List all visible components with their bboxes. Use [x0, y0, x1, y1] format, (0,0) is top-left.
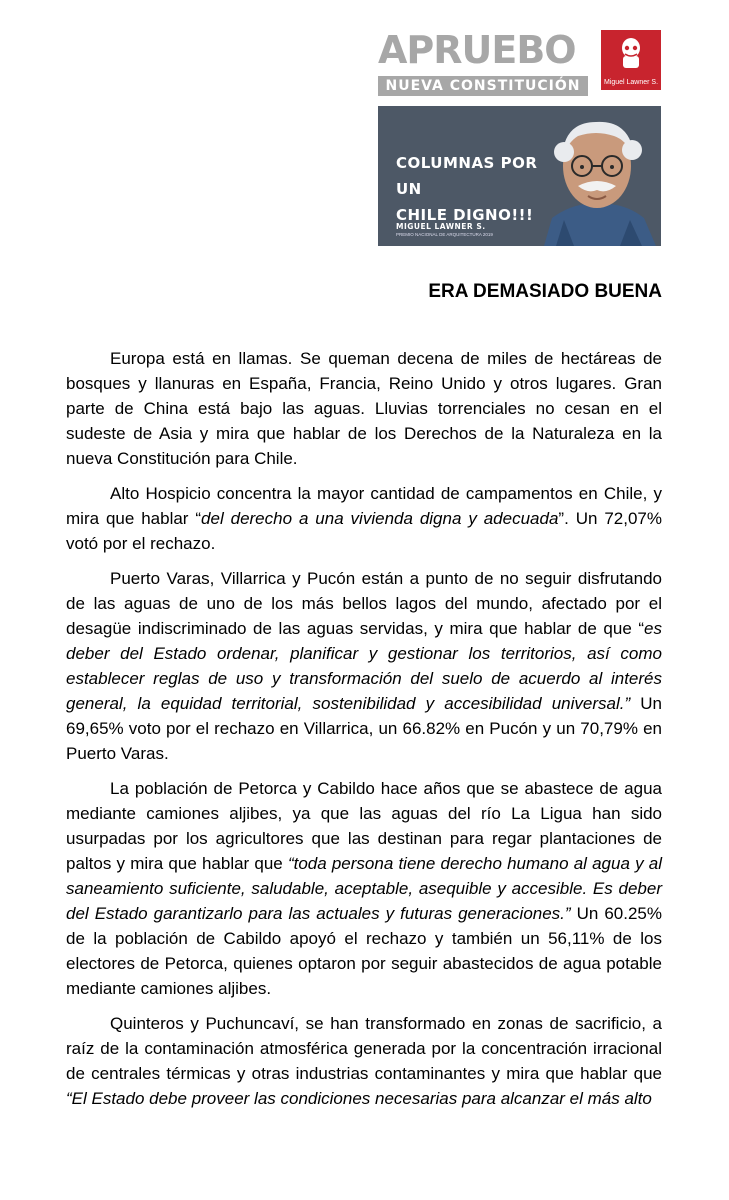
paragraph-5-text-a: Quinteros y Puchuncaví, se han transformado en zonas de sacrificio, a raíz de la contaminación atmosférica generada por la concentración irracional de centrales térmicas y otras industrias contaminantes y mira que hablar que — [66, 1014, 662, 1083]
column-banner — [378, 106, 661, 246]
banner-title-line2: CHILE DIGNO!!! — [396, 206, 534, 224]
paragraph-2-quote: del derecho a una vivienda digna y adecuada — [201, 509, 559, 528]
paragraph-2-text-a: Alto Hospicio concentra la mayor cantidad de campamentos en Chile, y mira que hablar “ — [66, 484, 662, 528]
paragraph-4-quote: “toda persona tiene derecho humano al agua y al saneamiento suficiente, saludable, aceptable, asequible y accesible. Es deber del Estado garantizarlo para las actuales y futuras generaciones.” — [66, 854, 662, 923]
apruebo-logo-word: APRUEBO — [378, 28, 576, 72]
paragraph-3-text-b: Un 69,65% voto por el rechazo en Villarrica, un 66.82% en Pucón y un 70,79% en Puerto Varas. — [66, 694, 662, 763]
paragraph-4-text-a: La población de Petorca y Cabildo hace años que se abastece de agua mediante camiones aljibes, ya que las aguas del río La Ligua han sido usurpadas por los agricultores que las destinan para regar plantaciones de paltos y mira que hablar que — [66, 779, 662, 873]
banner-author-award: PREMIO NACIONAL DE ARQUITECTURA 2019 — [396, 232, 493, 237]
paragraph-5 — [66, 1011, 662, 1111]
banner-author-name: MIGUEL LAWNER S. — [396, 222, 486, 231]
author-badge-label: Miguel Lawner S. — [603, 79, 659, 86]
paragraph-5-quote: “El Estado debe proveer las condiciones necesarias para alcanzar el más alto — [66, 1089, 652, 1108]
paragraph-2 — [66, 481, 662, 556]
banner-title — [396, 150, 546, 228]
paragraph-2-text-b: ”. Un 72,07% votó por el rechazo. — [66, 509, 662, 553]
author-portrait-illustration — [534, 106, 661, 246]
article-body — [66, 346, 662, 1121]
article-title: ERA DEMASIADO BUENA — [428, 281, 662, 302]
banner-title-line1: COLUMNAS POR UN — [396, 154, 538, 198]
paragraph-4 — [66, 776, 662, 1001]
paragraph-3-quote: es deber del Estado ordenar, planificar y gestionar los territorios, así como establecer reglas de uso y transformación del suelo de acuerdo al interés general, la equidad territorial, sostenibilidad y accesibilidad universal.” — [66, 619, 662, 713]
paragraph-3 — [66, 566, 662, 766]
paragraph-1: Europa está en llamas. Se queman decena de miles de hectáreas de bosques y llanuras en España, Francia, Reino Unido y otros lugares. Gran parte de China está bajo las aguas. Lluvias torrenciales no cesan en el sudeste de Asia y mira que hablar de los Derechos de la Naturaleza en la nueva Constitución para Chile. — [66, 349, 662, 468]
document-header — [0, 0, 729, 260]
paragraph-4-text-b: Un 60.25% de la población de Cabildo apoyó el rechazo y también un 56,11% de los electores de Petorca, quienes optaron por seguir abastecidos de agua potable mediante camiones aljibes. — [66, 904, 662, 998]
apruebo-logo — [378, 30, 588, 92]
author-caricature-icon — [617, 36, 645, 70]
apruebo-logo-subtitle: NUEVA CONSTITUCIÓN — [378, 76, 588, 96]
author-badge — [601, 30, 661, 90]
paragraph-3-text-a: Puerto Varas, Villarrica y Pucón están a punto de no seguir disfrutando de las aguas de uno de los más bellos lagos del mundo, afectado por el desagüe indiscriminado de las aguas servidas, y mira que hablar de que “ — [66, 569, 662, 638]
